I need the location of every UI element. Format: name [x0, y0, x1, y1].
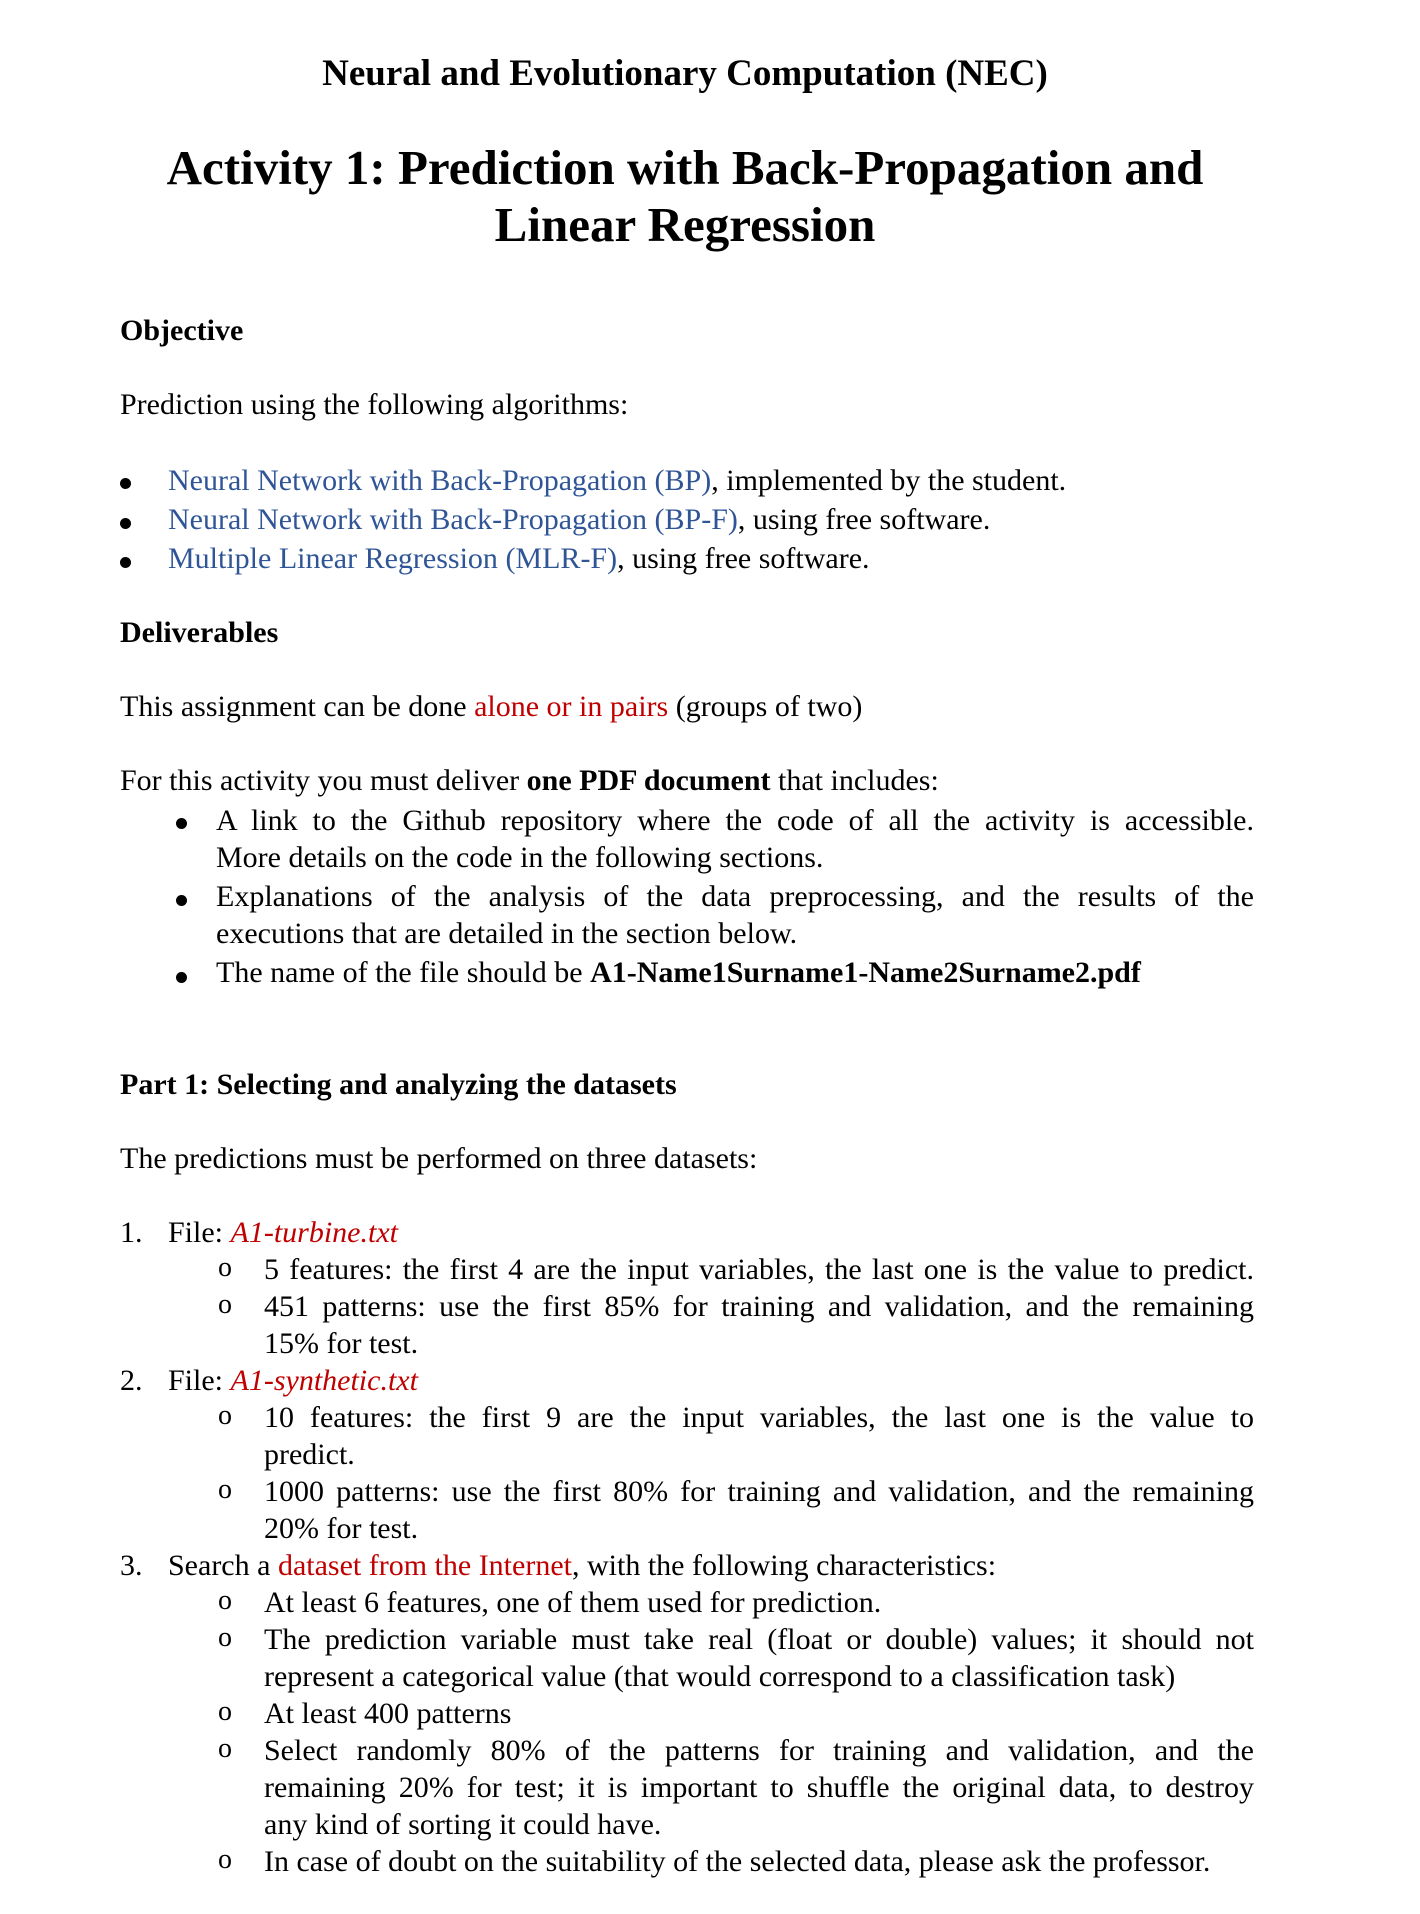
- objective-heading: Objective: [120, 314, 244, 347]
- dataset-2-patterns-line-1: 1000 patterns: use the first 80% for training and validation, and the remaining: [264, 1475, 1254, 1508]
- algorithm-name: Neural Network with Back-Propagation: [168, 503, 648, 536]
- deliverable-github-line-1: A link to the Github repository where the code of all the activity is accessible.: [216, 804, 1254, 837]
- dataset-1-number: 1.: [120, 1216, 143, 1249]
- objective-item-bp: [168, 464, 1066, 498]
- dataset-2-label: File:: [168, 1364, 231, 1397]
- circle-bullet-icon: o: [218, 1289, 232, 1320]
- algorithm-abbr: (MLR-F): [505, 542, 618, 575]
- deliverable-filename-value: A1-Name1Surname1-Name2Surname2.pdf: [590, 956, 1141, 989]
- bullet-icon: [176, 895, 187, 906]
- dataset-3-split-line-3: any kind of sorting it could have.: [264, 1808, 662, 1841]
- activity-title-line-1: Activity 1: Prediction with Back-Propagation and: [166, 140, 1204, 195]
- deliverable-github-line-2: More details on the code in the following sections.: [216, 841, 824, 874]
- circle-bullet-icon: o: [218, 1733, 232, 1764]
- part1-heading: Part 1: Selecting and analyzing the datasets: [120, 1068, 677, 1101]
- dataset-2-number: 2.: [120, 1364, 143, 1397]
- bullet-icon: [176, 972, 187, 983]
- dataset-2-file: [168, 1364, 418, 1398]
- dataset-2-patterns-line-2: 20% for test.: [264, 1512, 419, 1545]
- bullet-icon: [120, 557, 131, 568]
- assignment-mode-note: (groups of two): [668, 690, 863, 723]
- algorithm-name: Multiple Linear Regression: [168, 542, 498, 575]
- circle-bullet-icon: o: [218, 1474, 232, 1505]
- dataset-2-filename: A1-synthetic.txt: [230, 1364, 418, 1397]
- algorithm-note: , using free software.: [737, 503, 991, 536]
- objective-intro: Prediction using the following algorithms:: [120, 388, 629, 421]
- dataset-1-patterns-line-2: 15% for test.: [264, 1327, 419, 1360]
- deliverables-heading: Deliverables: [120, 616, 279, 649]
- deliver-intro-end: that includes:: [770, 764, 939, 797]
- algorithm-abbr: (BP-F): [654, 503, 738, 536]
- dataset-3-number: 3.: [120, 1549, 143, 1582]
- dataset-3-features: At least 6 features, one of them used for prediction.: [264, 1586, 882, 1619]
- bullet-icon: [176, 818, 187, 829]
- dataset-2-features-line-1: 10 features: the first 9 are the input variables, the last one is the value to: [264, 1401, 1254, 1434]
- dataset-3-search: [168, 1549, 996, 1583]
- deliverable-filename-text: The name of the file should be: [216, 956, 591, 989]
- dataset-3-prediction-line-1: The prediction variable must take real (float or double) values; it should not: [264, 1623, 1254, 1656]
- deliverable-explanations-line-2: executions that are detailed in the section below.: [216, 917, 798, 950]
- algorithm-note: , using free software.: [617, 542, 870, 575]
- assignment-mode-highlight: alone or in pairs: [474, 690, 669, 723]
- activity-title-line-2: Linear Regression: [494, 197, 876, 252]
- algorithm-name: Neural Network with Back-Propagation: [168, 464, 648, 497]
- circle-bullet-icon: o: [218, 1844, 232, 1875]
- part1-intro: The predictions must be performed on three datasets:: [120, 1142, 758, 1175]
- dataset-3-text-end: , with the following characteristics:: [571, 1549, 997, 1582]
- assignment-mode-text: This assignment can be done: [120, 690, 475, 723]
- deliver-intro-bold: one PDF document: [526, 764, 771, 797]
- deliverable-explanations-line-1: Explanations of the analysis of the data preprocessing, and the results of the: [216, 880, 1254, 913]
- dataset-1-file: [168, 1216, 398, 1250]
- bullet-icon: [120, 478, 131, 489]
- deliver-intro-text: For this activity you must deliver: [120, 764, 527, 797]
- dataset-3-split-line-2: remaining 20% for test; it is important to shuffle the original data, to destroy: [264, 1771, 1254, 1804]
- objective-item-mlrf: [168, 542, 870, 576]
- deliver-intro: [120, 764, 939, 798]
- algorithm-note: , implemented by the student.: [711, 464, 1067, 497]
- bullet-icon: [120, 518, 131, 529]
- circle-bullet-icon: o: [218, 1252, 232, 1283]
- objective-item-bpf: [168, 503, 990, 537]
- dataset-1-label: File:: [168, 1216, 231, 1249]
- circle-bullet-icon: o: [218, 1622, 232, 1653]
- deliverable-filename: [216, 956, 1141, 990]
- dataset-1-filename: A1-turbine.txt: [230, 1216, 398, 1249]
- dataset-3-doubt: In case of doubt on the suitability of the selected data, please ask the professor.: [264, 1845, 1211, 1878]
- dataset-3-patterns: At least 400 patterns: [264, 1697, 512, 1730]
- circle-bullet-icon: o: [218, 1696, 232, 1727]
- dataset-2-features-line-2: predict.: [264, 1438, 355, 1471]
- dataset-3-prediction-line-2: represent a categorical value (that would correspond to a classification task): [264, 1660, 1176, 1693]
- algorithm-abbr: (BP): [654, 464, 712, 497]
- circle-bullet-icon: o: [218, 1585, 232, 1616]
- course-title: Neural and Evolutionary Computation (NEC): [322, 53, 1048, 94]
- assignment-mode: [120, 690, 862, 724]
- dataset-3-highlight: dataset from the Internet: [277, 1549, 572, 1582]
- circle-bullet-icon: o: [218, 1400, 232, 1431]
- dataset-3-text: Search a: [168, 1549, 278, 1582]
- dataset-3-split-line-1: Select randomly 80% of the patterns for training and validation, and the: [264, 1734, 1254, 1767]
- dataset-1-patterns-line-1: 451 patterns: use the first 85% for training and validation, and the remaining: [264, 1290, 1254, 1323]
- dataset-1-features: 5 features: the first 4 are the input variables, the last one is the value to predict.: [264, 1253, 1254, 1286]
